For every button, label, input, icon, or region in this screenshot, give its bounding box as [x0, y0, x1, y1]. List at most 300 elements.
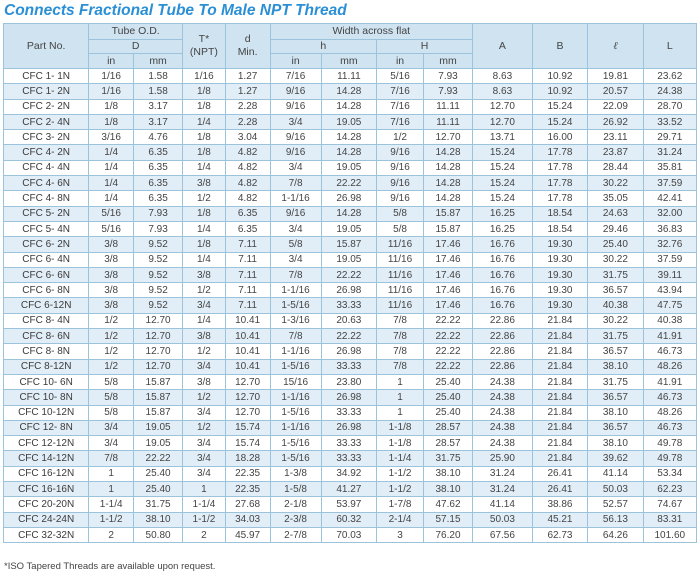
table-row	[4, 69, 697, 84]
table-row	[4, 482, 697, 497]
cell-h-in: 7/8	[270, 329, 321, 344]
cell-thread-npt: 1/4	[183, 252, 226, 267]
cell-part-no: CFC 10-12N	[4, 405, 89, 420]
cell-H-mm: 22.22	[423, 313, 472, 328]
cell-h-mm: 14.28	[321, 130, 376, 145]
cell-thread-npt: 1/16	[183, 69, 226, 84]
cell-d-min: 18.28	[225, 451, 270, 466]
cell-dim-l-script: 31.75	[588, 374, 643, 389]
table-row	[4, 130, 697, 145]
cell-thread-npt: 1/8	[183, 84, 226, 99]
cell-dim-b: 21.84	[532, 405, 587, 420]
cell-h-in: 1-1/16	[270, 283, 321, 298]
cell-H-in: 1	[377, 374, 424, 389]
cell-H-in: 9/16	[377, 145, 424, 160]
cell-tube-od-in: 1/8	[89, 99, 134, 114]
cell-h-in: 15/16	[270, 374, 321, 389]
cell-tube-od-in: 3/8	[89, 283, 134, 298]
cell-dim-l-script: 30.22	[588, 313, 643, 328]
cell-h-mm: 33.33	[321, 359, 376, 374]
cell-dim-a: 16.76	[473, 267, 533, 282]
cell-dim-a: 24.38	[473, 405, 533, 420]
cell-H-in: 3	[377, 527, 424, 542]
cell-d-min: 10.41	[225, 344, 270, 359]
header-h-large: H	[377, 40, 473, 54]
cell-H-in: 1-1/2	[377, 466, 424, 481]
cell-h-mm: 70.03	[321, 527, 376, 542]
cell-dim-a: 12.70	[473, 114, 533, 129]
cell-dim-b: 21.84	[532, 329, 587, 344]
cell-dim-l: 62.23	[643, 482, 696, 497]
cell-H-in: 2-1/4	[377, 512, 424, 527]
cell-tube-od-in: 5/8	[89, 374, 134, 389]
cell-part-no: CFC 2- 2N	[4, 99, 89, 114]
cell-H-mm: 76.20	[423, 527, 472, 542]
cell-tube-od-mm: 38.10	[134, 512, 183, 527]
cell-tube-od-mm: 12.70	[134, 313, 183, 328]
header-unit-mm: mm	[321, 54, 376, 69]
cell-h-mm: 14.28	[321, 84, 376, 99]
table-row	[4, 436, 697, 451]
table-row	[4, 374, 697, 389]
cell-h-in: 1-5/8	[270, 482, 321, 497]
cell-dim-l: 46.73	[643, 390, 696, 405]
cell-dim-l: 23.62	[643, 69, 696, 84]
header-thread-sub: (NPT)	[189, 46, 218, 58]
cell-H-in: 11/16	[377, 298, 424, 313]
cell-dim-b: 21.84	[532, 374, 587, 389]
cell-part-no: CFC 14-12N	[4, 451, 89, 466]
cell-H-mm: 57.15	[423, 512, 472, 527]
cell-d-min: 10.41	[225, 313, 270, 328]
header-thread-label: T*	[198, 33, 210, 45]
cell-thread-npt: 1-1/4	[183, 497, 226, 512]
cell-tube-od-mm: 19.05	[134, 420, 183, 435]
cell-thread-npt: 1/8	[183, 206, 226, 221]
table-row	[4, 267, 697, 282]
table-row	[4, 283, 697, 298]
cell-thread-npt: 1/4	[183, 114, 226, 129]
cell-thread-npt: 1/2	[183, 390, 226, 405]
cell-h-in: 9/16	[270, 84, 321, 99]
cell-dim-l: 49.78	[643, 436, 696, 451]
cell-dim-a: 22.86	[473, 344, 533, 359]
cell-H-mm: 22.22	[423, 329, 472, 344]
cell-d-min: 7.11	[225, 267, 270, 282]
cell-dim-l: 48.26	[643, 405, 696, 420]
cell-h-mm: 23.80	[321, 374, 376, 389]
cell-tube-od-mm: 3.17	[134, 99, 183, 114]
cell-part-no: CFC 1- 2N	[4, 84, 89, 99]
cell-tube-od-in: 1/2	[89, 313, 134, 328]
cell-H-mm: 22.22	[423, 344, 472, 359]
cell-thread-npt: 3/4	[183, 405, 226, 420]
table-row	[4, 390, 697, 405]
cell-dim-b: 15.24	[532, 99, 587, 114]
cell-part-no: CFC 6-12N	[4, 298, 89, 313]
cell-tube-od-mm: 9.52	[134, 252, 183, 267]
cell-dim-l-script: 31.75	[588, 329, 643, 344]
cell-tube-od-in: 1/4	[89, 176, 134, 191]
cell-dim-a: 22.86	[473, 359, 533, 374]
cell-dim-l-script: 22.09	[588, 99, 643, 114]
cell-d-min: 12.70	[225, 405, 270, 420]
cell-H-in: 5/8	[377, 221, 424, 236]
cell-H-mm: 11.11	[423, 114, 472, 129]
cell-dim-l-script: 28.44	[588, 160, 643, 175]
cell-dim-l: 31.24	[643, 145, 696, 160]
cell-tube-od-in: 1/16	[89, 69, 134, 84]
cell-thread-npt: 2	[183, 527, 226, 542]
header-tube-od	[89, 24, 183, 40]
header-a: A	[473, 24, 533, 69]
cell-part-no: CFC 6- 6N	[4, 267, 89, 282]
cell-h-mm: 19.05	[321, 252, 376, 267]
cell-dim-l: 41.91	[643, 329, 696, 344]
cell-thread-npt: 3/8	[183, 176, 226, 191]
cell-dim-b: 19.30	[532, 283, 587, 298]
cell-dim-b: 21.84	[532, 344, 587, 359]
cell-tube-od-mm: 12.70	[134, 359, 183, 374]
cell-part-no: CFC 12- 8N	[4, 420, 89, 435]
cell-dim-a: 13.71	[473, 130, 533, 145]
cell-dim-b: 19.30	[532, 237, 587, 252]
cell-h-mm: 22.22	[321, 329, 376, 344]
cell-d-min: 12.70	[225, 390, 270, 405]
cell-H-mm: 7.93	[423, 69, 472, 84]
cell-h-mm: 34.92	[321, 466, 376, 481]
cell-h-in: 7/16	[270, 69, 321, 84]
cell-part-no: CFC 6- 8N	[4, 283, 89, 298]
cell-H-in: 1/2	[377, 130, 424, 145]
cell-H-mm: 15.87	[423, 221, 472, 236]
cell-dim-l: 32.76	[643, 237, 696, 252]
cell-H-mm: 25.40	[423, 405, 472, 420]
cell-dim-l-script: 50.03	[588, 482, 643, 497]
cell-H-mm: 22.22	[423, 359, 472, 374]
table-row	[4, 329, 697, 344]
cell-H-in: 9/16	[377, 191, 424, 206]
cell-h-in: 1-3/16	[270, 313, 321, 328]
header-part-no: Part No.	[4, 24, 89, 69]
cell-part-no: CFC 4- 8N	[4, 191, 89, 206]
cell-tube-od-mm: 25.40	[134, 482, 183, 497]
header-width-across-flat: Width across flat	[270, 24, 473, 40]
cell-tube-od-mm: 15.87	[134, 405, 183, 420]
cell-h-mm: 14.28	[321, 145, 376, 160]
cell-d-min: 1.27	[225, 84, 270, 99]
cell-dim-l: 37.59	[643, 176, 696, 191]
table-row	[4, 114, 697, 129]
cell-dim-b: 21.84	[532, 390, 587, 405]
cell-h-mm: 26.98	[321, 283, 376, 298]
cell-d-min: 4.82	[225, 160, 270, 175]
cell-tube-od-in: 5/8	[89, 390, 134, 405]
cell-dim-a: 15.24	[473, 145, 533, 160]
cell-thread-npt: 1	[183, 482, 226, 497]
cell-H-in: 1-1/8	[377, 420, 424, 435]
cell-part-no: CFC 12-12N	[4, 436, 89, 451]
cell-part-no: CFC 6- 2N	[4, 237, 89, 252]
cell-H-mm: 17.46	[423, 237, 472, 252]
header-unit-in: in	[89, 54, 134, 69]
cell-tube-od-mm: 6.35	[134, 145, 183, 160]
cell-dim-a: 8.63	[473, 84, 533, 99]
cell-dim-b: 26.41	[532, 466, 587, 481]
cell-part-no: CFC 5- 4N	[4, 221, 89, 236]
cell-H-mm: 14.28	[423, 191, 472, 206]
table-row	[4, 145, 697, 160]
cell-dim-b: 16.00	[532, 130, 587, 145]
cell-H-in: 9/16	[377, 160, 424, 175]
cell-dim-l-script: 56.13	[588, 512, 643, 527]
cell-tube-od-in: 1	[89, 482, 134, 497]
cell-H-in: 1	[377, 390, 424, 405]
cell-tube-od-mm: 12.70	[134, 344, 183, 359]
cell-tube-od-in: 1/2	[89, 344, 134, 359]
cell-dim-l: 83.31	[643, 512, 696, 527]
cell-dim-l: 24.38	[643, 84, 696, 99]
cell-thread-npt: 3/8	[183, 267, 226, 282]
cell-d-min: 2.28	[225, 99, 270, 114]
table-row	[4, 206, 697, 221]
cell-h-mm: 26.98	[321, 191, 376, 206]
cell-dim-l-script: 35.05	[588, 191, 643, 206]
cell-H-in: 7/16	[377, 114, 424, 129]
cell-dim-l-script: 64.26	[588, 527, 643, 542]
cell-h-in: 5/8	[270, 237, 321, 252]
cell-dim-l: 74.67	[643, 497, 696, 512]
cell-tube-od-mm: 3.17	[134, 114, 183, 129]
cell-h-in: 1-1/16	[270, 420, 321, 435]
header-d-label: d	[244, 33, 251, 45]
cell-dim-l-script: 36.57	[588, 283, 643, 298]
cell-H-in: 7/8	[377, 359, 424, 374]
cell-dim-a: 8.63	[473, 69, 533, 84]
header-unit-mm: mm	[134, 54, 183, 69]
spec-table	[3, 23, 697, 543]
cell-dim-l: 101.60	[643, 527, 696, 542]
cell-dim-l-script: 52.57	[588, 497, 643, 512]
cell-part-no: CFC 16-16N	[4, 482, 89, 497]
cell-d-min: 4.82	[225, 191, 270, 206]
cell-H-mm: 11.11	[423, 99, 472, 114]
cell-dim-l: 49.78	[643, 451, 696, 466]
cell-dim-l-script: 41.14	[588, 466, 643, 481]
cell-dim-l: 36.83	[643, 221, 696, 236]
cell-tube-od-in: 1/8	[89, 114, 134, 129]
cell-tube-od-mm: 9.52	[134, 267, 183, 282]
cell-part-no: CFC 3- 2N	[4, 130, 89, 145]
table-row	[4, 298, 697, 313]
header-unit-in: in	[270, 54, 321, 69]
cell-tube-od-in: 5/8	[89, 405, 134, 420]
cell-H-mm: 14.28	[423, 160, 472, 175]
table-body	[4, 69, 697, 543]
cell-H-mm: 38.10	[423, 482, 472, 497]
cell-tube-od-in: 1-1/4	[89, 497, 134, 512]
table-row	[4, 359, 697, 374]
cell-h-in: 1-5/16	[270, 298, 321, 313]
cell-h-mm: 22.22	[321, 267, 376, 282]
cell-H-in: 7/16	[377, 84, 424, 99]
cell-dim-b: 10.92	[532, 84, 587, 99]
cell-thread-npt: 3/4	[183, 436, 226, 451]
cell-dim-b: 21.84	[532, 359, 587, 374]
cell-thread-npt: 3/4	[183, 466, 226, 481]
cell-dim-a: 16.76	[473, 237, 533, 252]
cell-h-in: 1-5/16	[270, 405, 321, 420]
cell-h-in: 7/8	[270, 176, 321, 191]
cell-dim-l-script: 30.22	[588, 252, 643, 267]
cell-d-min: 6.35	[225, 206, 270, 221]
header-unit-mm: mm	[423, 54, 472, 69]
cell-tube-od-in: 1/4	[89, 160, 134, 175]
cell-part-no: CFC 4- 6N	[4, 176, 89, 191]
cell-dim-l-script: 38.10	[588, 436, 643, 451]
cell-dim-a: 16.25	[473, 206, 533, 221]
cell-dim-l-script: 19.81	[588, 69, 643, 84]
cell-dim-b: 38.86	[532, 497, 587, 512]
cell-dim-b: 21.84	[532, 436, 587, 451]
cell-part-no: CFC 4- 4N	[4, 160, 89, 175]
table-row	[4, 84, 697, 99]
cell-h-in: 9/16	[270, 145, 321, 160]
cell-H-mm: 17.46	[423, 267, 472, 282]
cell-h-mm: 26.98	[321, 344, 376, 359]
cell-dim-a: 22.86	[473, 329, 533, 344]
cell-dim-l-script: 31.75	[588, 267, 643, 282]
table-row	[4, 497, 697, 512]
cell-d-min: 27.68	[225, 497, 270, 512]
cell-d-min: 7.11	[225, 252, 270, 267]
cell-thread-npt: 1/4	[183, 160, 226, 175]
cell-dim-l-script: 30.22	[588, 176, 643, 191]
cell-H-mm: 47.62	[423, 497, 472, 512]
cell-dim-l: 39.11	[643, 267, 696, 282]
cell-thread-npt: 3/4	[183, 298, 226, 313]
cell-dim-l: 33.52	[643, 114, 696, 129]
cell-dim-l: 47.75	[643, 298, 696, 313]
cell-tube-od-mm: 6.35	[134, 160, 183, 175]
cell-d-min: 10.41	[225, 359, 270, 374]
cell-H-in: 9/16	[377, 176, 424, 191]
cell-H-in: 1-1/8	[377, 436, 424, 451]
table-row	[4, 99, 697, 114]
cell-dim-l-script: 24.63	[588, 206, 643, 221]
header-tube-od-label: Tube O.D.	[111, 25, 160, 37]
cell-tube-od-in: 1/4	[89, 145, 134, 160]
cell-dim-a: 25.90	[473, 451, 533, 466]
cell-h-in: 2-1/8	[270, 497, 321, 512]
cell-dim-a: 12.70	[473, 99, 533, 114]
cell-tube-od-mm: 25.40	[134, 466, 183, 481]
cell-H-in: 11/16	[377, 267, 424, 282]
cell-dim-a: 15.24	[473, 191, 533, 206]
cell-dim-b: 19.30	[532, 267, 587, 282]
cell-dim-l-script: 29.46	[588, 221, 643, 236]
cell-dim-l: 41.91	[643, 374, 696, 389]
cell-thread-npt: 1/2	[183, 344, 226, 359]
cell-dim-b: 21.84	[532, 451, 587, 466]
cell-thread-npt: 3/8	[183, 329, 226, 344]
cell-h-mm: 11.11	[321, 69, 376, 84]
cell-dim-l: 28.70	[643, 99, 696, 114]
cell-dim-b: 15.24	[532, 114, 587, 129]
cell-part-no: CFC 6- 4N	[4, 252, 89, 267]
cell-thread-npt: 1/8	[183, 145, 226, 160]
cell-h-in: 1-1/16	[270, 191, 321, 206]
cell-H-in: 1	[377, 405, 424, 420]
cell-H-mm: 28.57	[423, 420, 472, 435]
table-row	[4, 451, 697, 466]
cell-h-in: 3/4	[270, 221, 321, 236]
cell-d-min: 34.03	[225, 512, 270, 527]
footnote: *ISO Tapered Threads are available upon request.	[4, 561, 216, 572]
cell-dim-a: 24.38	[473, 420, 533, 435]
cell-dim-l: 32.00	[643, 206, 696, 221]
cell-h-mm: 14.28	[321, 99, 376, 114]
cell-dim-l-script: 38.10	[588, 359, 643, 374]
cell-d-min: 7.11	[225, 298, 270, 313]
cell-part-no: CFC 32-32N	[4, 527, 89, 542]
cell-H-in: 1-1/2	[377, 482, 424, 497]
cell-tube-od-in: 1/4	[89, 191, 134, 206]
cell-h-mm: 60.32	[321, 512, 376, 527]
cell-part-no: CFC 10- 6N	[4, 374, 89, 389]
cell-tube-od-in: 3/16	[89, 130, 134, 145]
table-row	[4, 160, 697, 175]
cell-dim-l-script: 38.10	[588, 405, 643, 420]
cell-H-in: 11/16	[377, 237, 424, 252]
cell-thread-npt: 3/8	[183, 374, 226, 389]
cell-d-min: 7.11	[225, 283, 270, 298]
cell-dim-a: 31.24	[473, 466, 533, 481]
header-l: L	[643, 24, 696, 69]
cell-d-min: 2.28	[225, 114, 270, 129]
cell-h-mm: 19.05	[321, 114, 376, 129]
cell-part-no: CFC 8-12N	[4, 359, 89, 374]
table-row	[4, 221, 697, 236]
cell-tube-od-mm: 7.93	[134, 206, 183, 221]
cell-d-min: 10.41	[225, 329, 270, 344]
cell-H-mm: 14.28	[423, 145, 472, 160]
cell-tube-od-mm: 19.05	[134, 436, 183, 451]
cell-H-in: 11/16	[377, 252, 424, 267]
cell-h-in: 9/16	[270, 99, 321, 114]
cell-tube-od-mm: 9.52	[134, 237, 183, 252]
cell-tube-od-mm: 15.87	[134, 374, 183, 389]
cell-H-in: 7/16	[377, 99, 424, 114]
cell-h-mm: 41.27	[321, 482, 376, 497]
cell-h-mm: 20.63	[321, 313, 376, 328]
cell-dim-l: 29.71	[643, 130, 696, 145]
cell-H-mm: 31.75	[423, 451, 472, 466]
cell-h-mm: 19.05	[321, 160, 376, 175]
cell-dim-a: 50.03	[473, 512, 533, 527]
cell-d-min: 45.97	[225, 527, 270, 542]
cell-dim-b: 19.30	[532, 298, 587, 313]
cell-dim-l: 48.26	[643, 359, 696, 374]
cell-dim-l: 42.41	[643, 191, 696, 206]
cell-H-in: 7/8	[377, 344, 424, 359]
cell-part-no: CFC 16-12N	[4, 466, 89, 481]
cell-d-min: 6.35	[225, 221, 270, 236]
cell-part-no: CFC 2- 4N	[4, 114, 89, 129]
cell-H-in: 5/16	[377, 69, 424, 84]
cell-thread-npt: 1-1/2	[183, 512, 226, 527]
cell-h-in: 2-3/8	[270, 512, 321, 527]
